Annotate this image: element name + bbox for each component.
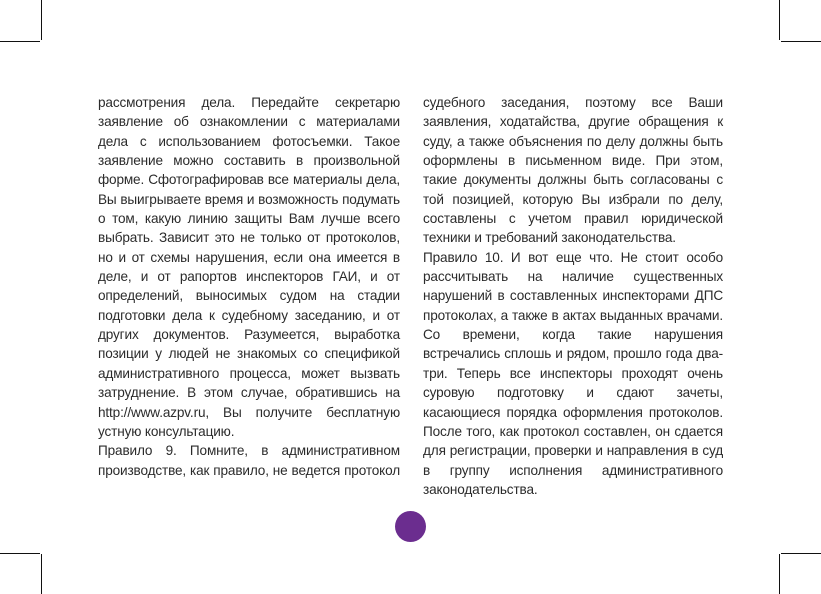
crop-mark-top-left-vertical [41, 0, 42, 40]
crop-mark-top-left-horizontal [0, 41, 40, 42]
crop-mark-bottom-right-horizontal [781, 553, 821, 554]
left-paragraph-1: рассмотрения дела. Передайте секретарю заявление об ознакомлении с материалами дела с использованием фотосъемки. Такое заявление можно составить в произвольной форме. Сфотографировав все материалы дела, Вы выигрываете время и возможность подумать о том, какую линию защиты Вам лучше всего выбрать. Зависит это не только от протоколов, но и от схемы нарушения, если она имеется в деле, и от рапортов инспекторов ГАИ, и от определений, выносимых судом на стадии подготовки дела к судебному заседанию, и от других документов. Разумеется, выработка позиции у людей не знакомых со спецификой административного процесса, может вызвать затруднение. В этом случае, обратившись на http://www.azpv.ru, Вы получите бесплатную устную консультацию. [98, 95, 400, 439]
crop-mark-top-right-horizontal [781, 41, 821, 42]
right-paragraph-rule-10: Правило 10. И вот еще что. Не стоит особо рассчитывать на наличие существенных нарушений в составленных инспекторами ДПС протоколах, а также в актах выданных врачами. Со времени, когда такие нарушения встречались сплошь и рядом, прошло года два-три. Теперь все инспекторы проходят очень суровую подготовку и сдают зачеты, касающиеся порядка оформления протоколов. После того, как протокол составлен, он сдается для регистрации, проверки и направления в суд в группу исполнения административного законодательства. [423, 249, 723, 497]
page-number-badge [395, 511, 426, 542]
crop-mark-bottom-left-horizontal [0, 553, 40, 554]
crop-mark-bottom-left-vertical [41, 554, 42, 594]
right-paragraph-1: судебного заседания, поэтому все Ваши заявления, ходатайства, другие обращения к суду, а также объяснения по делу должны быть оформлены в письменном виде. При этом, такие документы должны быть согласованы с той позицией, которую Вы избрали по делу, составлены с учетом правил юридической техники и требований законодательства. [423, 95, 723, 246]
right-text-column [423, 93, 723, 499]
left-text-column [98, 93, 400, 480]
left-paragraph-rule-9: Правило 9. Помните, в административном производстве, как правило, не ведется протокол [98, 443, 400, 478]
crop-mark-bottom-right-vertical [779, 554, 780, 594]
crop-mark-top-right-vertical [779, 0, 780, 40]
